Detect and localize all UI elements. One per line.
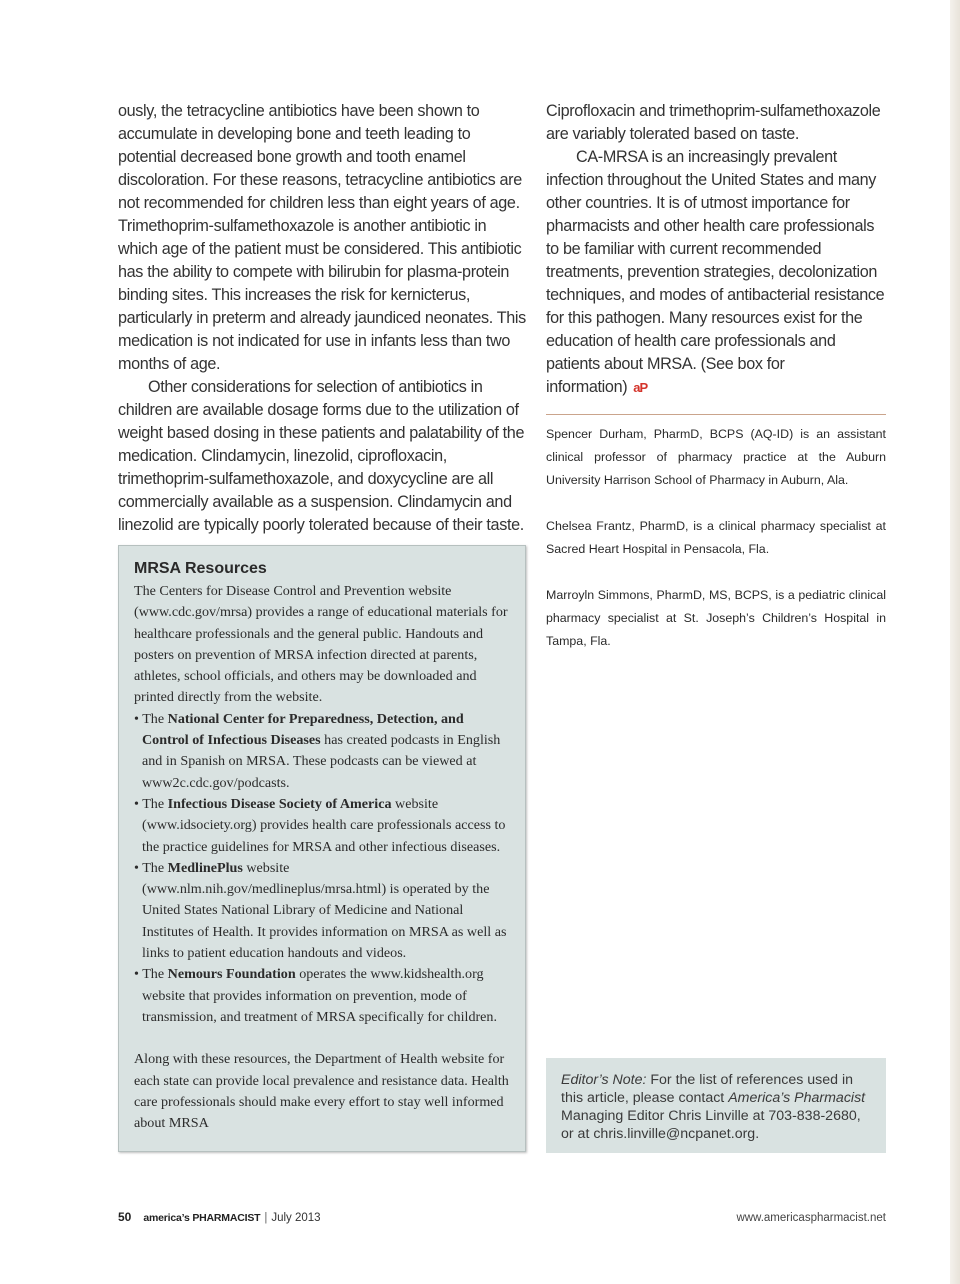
resources-closing: Along with these resources, the Department of Health website for each state can provide local prevalence and resistance data. Health care professionals should make every effort to stay well informed about MRSA bbox=[134, 1051, 509, 1132]
resource-org-name: MedlinePlus bbox=[167, 859, 243, 876]
right-paragraph-2-text: CA-MRSA is an increasingly prevalent infection throughout the United States and many other countries. It is of utmost importance for pharmacists and other health care professionals to be familiar with current recommended treatments, prevention strategies, decolonization techniques, and modes of antibacterial resistance for this pathogen. Many resources exist for the education of health care professionals and patients about MRSA. (See box for information) bbox=[546, 148, 885, 396]
left-paragraph-1: ously, the tetracycline antibiotics have been shown to accumulate in developing bone and teeth leading to potential decreased bone growth and tooth enamel discoloration. For these reasons, tetracycline antibiotics are not recommended for children less than eight years of age. Trimethoprim-sulfamethoxazole is another antibiotic in which age of the patient must be considered. This antibiotic has the ability to compete with bilirubin for plasma-protein binding sites. This increases the risk for kernicterus, particularly in preterm and already jaundiced neonates. This medication is not indicated for use in infants less than two months of age. bbox=[118, 102, 526, 373]
footer-url[interactable]: www.americaspharmacist.net bbox=[736, 1212, 886, 1224]
author-bio: Spencer Durham, PharmD, BCPS (AQ-ID) is an assistant clinical professor of pharmacy practice at the Auburn University Harrison School of Pharmacy in Auburn, Ala. bbox=[546, 427, 886, 487]
resource-org-name: National Center for Preparedness, Detection, and Control of Infectious Diseases bbox=[142, 710, 464, 749]
article-left-column bbox=[118, 100, 526, 537]
resources-list-item: • The Nemours Foundation operates the www.kidshealth.org website that provides information on prevention, mode of transmission, and treatment of MRSA specifically for children. bbox=[134, 966, 498, 1025]
magazine-brand: america’s PHARMACIST bbox=[143, 1212, 261, 1224]
resources-list-item: • The National Center for Preparedness, Detection, and Control of Infectious Diseases has created podcasts in English and in Spanish on MRSA. These podcasts can be viewed at www2c.cdc.gov/podcasts. bbox=[134, 710, 501, 791]
resource-org-name: Infectious Disease Society of America bbox=[167, 795, 392, 812]
editor-note-box: Editor’s Note: For the list of references used in this article, please contact America’s Pharmacist Managing Editor Chris Linville at 703-838-2680, or at chris.linville@ncpanet.org. bbox=[546, 1058, 886, 1153]
editor-note-label: Editor’s Note: bbox=[561, 1072, 647, 1088]
resources-intro: The Centers for Disease Control and Prevention website (www.cdc.gov/mrsa) provides a range of educational materials for healthcare professionals and the general public. Handouts and posters on prevention of MRSA infection directed at parents, athletes, school officials, and others may be downloaded and printed directly from the website. bbox=[134, 583, 508, 706]
resources-list-item: • The MedlinePlus website (www.nlm.nih.gov/medlineplus/mrsa.html) is operated by the United States National Library of Medicine and National Institutes of Health. It provides information on MRSA as well as links to patient education handouts and videos. bbox=[134, 859, 507, 962]
footer-left bbox=[118, 1210, 321, 1224]
magazine-name: America’s Pharmacist bbox=[728, 1090, 866, 1106]
page-number: 50 bbox=[118, 1210, 132, 1224]
article-right-column bbox=[546, 100, 886, 399]
resources-list-item: • The Infectious Disease Society of America website (www.idsociety.org) provides health care professionals access to the practice guidelines for MRSA and other infectious diseases. bbox=[134, 795, 506, 855]
author-bios bbox=[546, 423, 886, 676]
resources-list bbox=[134, 709, 511, 1028]
page-edge-strip bbox=[950, 0, 960, 1284]
right-paragraph-2 bbox=[546, 146, 886, 399]
ap-end-mark-icon: aP bbox=[633, 380, 648, 395]
issue-date: July 2013 bbox=[271, 1212, 321, 1224]
author-bio: Chelsea Frantz, PharmD, is a clinical pharmacy specialist at Sacred Heart Hospital in Pensacola, Fla. bbox=[546, 519, 886, 556]
author-bio: Marroyln Simmons, PharmD, MS, BCPS, is a pediatric clinical pharmacy specialist at St. Joseph’s Children’s Hospital in Tampa, Fla. bbox=[546, 588, 886, 648]
resource-org-name: Nemours Foundation bbox=[167, 966, 296, 983]
right-paragraph-1: Ciprofloxacin and trimethoprim-sulfamethoxazole are variably tolerated based on taste. bbox=[546, 102, 881, 143]
left-paragraph-2: Other considerations for selection of antibiotics in children are available dosage forms due to the utilization of weight based dosing in these patients and palatability of the medication. Clindamycin, linezolid, ciprofloxacin, trimethoprim-sulfamethoxazole, and doxycycline are all commercially available as a suspension. Clindamycin and linezolid are typically poorly tolerated because of their taste. bbox=[118, 378, 525, 534]
footer-separator: | bbox=[264, 1212, 268, 1224]
resources-box-title: MRSA Resources bbox=[134, 560, 267, 577]
mrsa-resources-box bbox=[118, 545, 526, 1152]
bio-divider bbox=[546, 414, 886, 415]
